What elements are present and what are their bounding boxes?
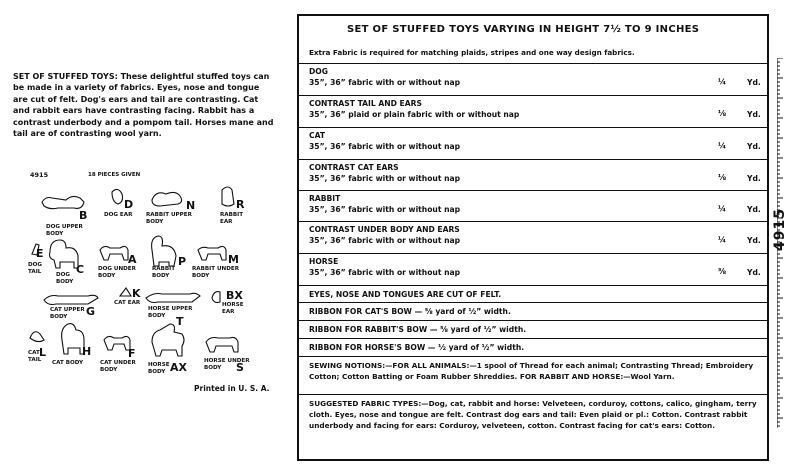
piece-letter-f: F: [128, 347, 136, 360]
piece-label-horse-body: HORSE BODY: [148, 362, 170, 375]
horse-upper-body-shape: [146, 293, 200, 302]
piece-letter-t: T: [176, 315, 184, 328]
piece-label-rabbit-under-body: RABBIT UNDER BODY: [192, 266, 240, 279]
suggested-fabric-types: SUGGESTED FABRIC TYPES:—Dog, cat, rabbit and horse: Velveteen, corduroy, cottons, calico, gingham, terry cloth. Eyes, nose and tongue are felt. Contrast dog ears and tail: Even plaid or pl.: Cotton. Contrast rabbit underbody and facing for ears: Corduroy, velveteen, cotton. Contrast facing for cat's ears: Cotton.: [309, 399, 757, 431]
piece-label-dog-ear: DOG EAR: [104, 212, 133, 218]
piece-letter-a: A: [128, 253, 137, 266]
table-row-contrast-tail-ears: [299, 96, 767, 128]
ribbon-row-cat: [299, 303, 767, 321]
piece-label-horse-under-body: HORSE UNDER BODY: [204, 358, 250, 371]
rabbit-upper-body-shape: [152, 192, 182, 206]
felt-note: EYES, NOSE AND TONGUES ARE CUT OF FELT.: [309, 290, 502, 299]
cat-under-body-shape: [104, 336, 130, 350]
row-unit: Yd.: [747, 78, 761, 87]
piece-letter-l: L: [39, 346, 47, 359]
row-fabric: 35”, 36” fabric with or without nap: [309, 268, 461, 277]
piece-letter-ax: AX: [170, 361, 187, 374]
row-unit: Yd.: [747, 236, 761, 245]
row-qty: ¼: [717, 235, 727, 244]
piece-label-cat-upper-body: CAT UPPER BODY: [50, 307, 85, 320]
piece-letter-m: M: [228, 253, 239, 266]
extra-fabric-note: Extra Fabric is required for matching plaids, stripes and one way design fabrics.: [309, 48, 635, 57]
horse-ear-shape: [212, 292, 220, 303]
diagram-pattern-number: 4915: [30, 171, 49, 179]
pieces-given-label: 18 PIECES GIVEN: [88, 172, 141, 178]
piece-label-rabbit-upper-body: RABBIT UPPER BODY: [146, 212, 192, 225]
row-unit: Yd.: [747, 174, 761, 183]
fabric-requirements-table: [297, 14, 769, 461]
table-row-dog: [299, 64, 767, 96]
felt-row: [299, 286, 767, 303]
piece-letter-h: H: [82, 345, 92, 358]
pattern-pieces-diagram: [28, 170, 280, 400]
ribbon-rabbit: RIBBON FOR RABBIT'S BOW — ⅝ yard of ½” width.: [309, 325, 527, 334]
row-name: CONTRAST TAIL AND EARS: [309, 99, 422, 108]
table-row-rabbit: [299, 191, 767, 222]
row-name: DOG: [309, 67, 328, 76]
piece-label-rabbit-ear: RABBIT EAR: [220, 212, 244, 225]
row-name: CONTRAST CAT EARS: [309, 163, 399, 172]
piece-label-rabbit-body: RABBIT BODY: [152, 266, 176, 279]
piece-letter-r: R: [236, 198, 245, 211]
piece-letter-k: K: [132, 287, 141, 300]
piece-letter-g: G: [86, 305, 96, 318]
row-qty: ⅜: [717, 267, 727, 276]
piece-letter-p: P: [178, 255, 187, 268]
cat-upper-body-shape: [44, 295, 98, 304]
piece-label-dog-body: DOG BODY: [56, 272, 74, 285]
row-fabric: 35”, 36” fabric with or without nap: [309, 78, 461, 87]
cat-tail-shape: [30, 332, 44, 342]
row-qty: ⅛: [717, 109, 727, 118]
row-qty: ¼: [717, 141, 727, 150]
piece-letter-s: S: [236, 361, 244, 374]
dog-under-body-shape: [100, 246, 128, 260]
cat-ear-shape: [120, 288, 131, 296]
piece-label-dog-tail: DOG TAIL: [28, 262, 42, 275]
row-fabric: 35”, 36” fabric with or without nap: [309, 142, 461, 151]
piece-label-cat-body: CAT BODY: [52, 360, 84, 366]
rabbit-under-body-shape: [198, 246, 226, 260]
row-fabric: 35”, 36” plaid or plain fabric with or without nap: [309, 110, 520, 119]
piece-label-cat-ear: CAT EAR: [114, 300, 141, 306]
row-unit: Yd.: [747, 142, 761, 151]
table-row-cat: [299, 128, 767, 160]
rabbit-body-shape: [152, 236, 176, 266]
ribbon-cat: RIBBON FOR CAT'S BOW — ⅝ yard of ½” width.: [309, 307, 511, 316]
row-unit: Yd.: [747, 110, 761, 119]
table-row-horse: [299, 254, 767, 286]
rabbit-ear-shape: [222, 187, 234, 206]
dog-upper-body-shape: [42, 196, 84, 208]
row-fabric: 35”, 36” fabric with or without nap: [309, 236, 461, 245]
table-row-contrast-cat-ears: [299, 160, 767, 191]
piece-label-dog-upper-body: DOG UPPER BODY: [46, 224, 83, 237]
piece-label-cat-under-body: CAT UNDER BODY: [100, 360, 136, 373]
side-pattern-number: 4915: [772, 208, 788, 251]
fabric-types-row: [299, 395, 767, 459]
row-qty: ¼: [717, 204, 727, 213]
row-qty: ⅛: [717, 173, 727, 182]
horse-under-body-shape: [206, 338, 238, 353]
row-name: RABBIT: [309, 194, 341, 203]
ribbon-row-rabbit: [299, 321, 767, 339]
row-fabric: 35”, 36” fabric with or without nap: [309, 174, 461, 183]
piece-letter-e: E: [36, 247, 44, 260]
sewing-notions-row: [299, 357, 767, 395]
dog-body-shape: [50, 240, 79, 268]
cat-body-shape: [62, 324, 84, 354]
piece-label-horse-upper-body: HORSE UPPER BODY: [148, 306, 193, 319]
toy-description: SET OF STUFFED TOYS: These delightful stuffed toys can be made in a variety of fabrics. Eyes, nose and tongue are cut of felt. Dog's ears and tail are contrasting. Cat and rabbit ears have contrasting facing. Rabbit has a contrast underbody and a pompom tail. Horses mane and tail are of contrasting wool yarn.: [13, 72, 274, 139]
table-header: [299, 16, 767, 64]
row-unit: Yd.: [747, 205, 761, 214]
piece-letter-n: N: [186, 199, 196, 212]
piece-letter-d: D: [124, 198, 134, 211]
piece-letter-b: B: [79, 209, 88, 222]
piece-label-cat-tail: CAT TAIL: [28, 350, 42, 363]
ribbon-row-horse: [299, 339, 767, 357]
piece-label-dog-under-body: DOG UNDER BODY: [98, 266, 136, 279]
printed-in-usa: Printed in U. S. A.: [194, 384, 270, 393]
piece-letter-c: C: [76, 263, 85, 276]
table-row-contrast-under-body-ears: [299, 222, 767, 254]
ribbon-horse: RIBBON FOR HORSE'S BOW — ½ yard of ½” width.: [309, 343, 525, 352]
row-name: HORSE: [309, 257, 339, 266]
sewing-notions: SEWING NOTIONS:—FOR ALL ANIMALS:—1 spool of Thread for each animal; Contrasting Thread; Embroidery Cotton; Cotton Batting or Foam Rubber Shreddies. FOR RABBIT AND HORSE:—Wool Yarn.: [309, 361, 754, 382]
row-name: CAT: [309, 131, 326, 140]
row-qty: ¼: [717, 77, 727, 86]
dog-ear-shape: [112, 189, 123, 204]
row-unit: Yd.: [747, 268, 761, 277]
piece-letter-bx: BX: [226, 289, 243, 302]
table-title: SET OF STUFFED TOYS VARYING IN HEIGHT 7½ TO 9 INCHES: [347, 24, 700, 35]
row-fabric: 35”, 36” fabric with or without nap: [309, 205, 461, 214]
row-name: CONTRAST UNDER BODY AND EARS: [309, 225, 460, 234]
piece-label-horse-ear: HORSE EAR: [222, 302, 244, 315]
horse-body-shape: [152, 324, 184, 356]
